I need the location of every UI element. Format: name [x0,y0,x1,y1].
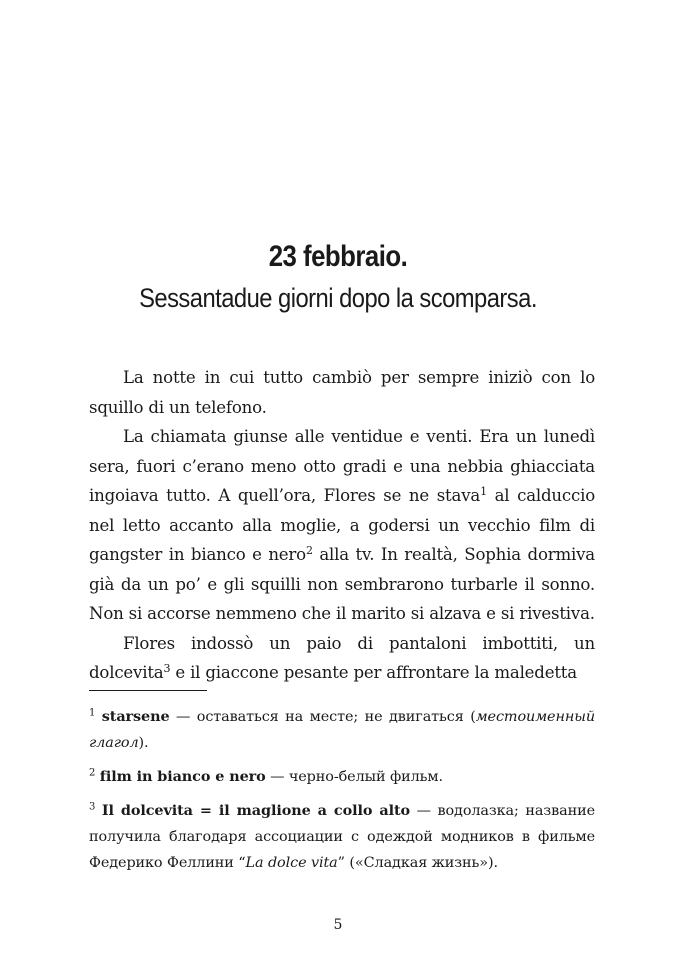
paragraph-2-part-b: al calduccio nel letto accanto alla moglie, a godersi un vecchio film di gangster in bianco e nero [89,486,595,564]
paragraph-2-part-a: La chiamata giunse alle ventidue e venti. Era un lunedì sera, fuori c’erano meno otto gradi e una nebbia ghiacciata ingoiava tutto. A quell’ora, Flores se ne stava [89,427,595,505]
paragraph-1: La notte in cui tutto cambiò per sempre iniziò con lo squillo di un telefono. [89,368,595,417]
paragraph-3-part-b: e il giaccone pesante per affrontare la maledetta [170,663,577,682]
footnotes [89,704,595,884]
footnote-italic: местоименный глагол [89,709,595,751]
page-number: 5 [333,917,343,933]
footnote-tail: ). [138,735,149,751]
main-text [89,363,595,688]
footnote-text: — водолазка; название получила благодаря ассоциации с одеждой модников в фильме Федерико Феллини “ [89,803,595,871]
footnote-ref-1: 1 [480,484,487,498]
footnote-italic: La dolce vita [245,855,338,871]
paragraph-2 [89,422,595,629]
footnote-1 [89,704,595,756]
footnote-2 [89,764,595,790]
chapter-date-heading: 23 febbraio. [268,240,408,273]
paragraph-2-part-c: alla tv. In realtà, Sophia dormiva già da un po’ e gli squilli non sembrarono turbarle il sonno. Non si accorse nemmeno che il marito si alzava e si rivestiva. [89,545,595,623]
footnote-divider [89,690,207,691]
footnote-number: 2 [89,767,96,779]
footnote-text: — оставаться на месте; не двигаться ( [169,709,476,725]
paragraph-3-part-a: Flores indossò un paio di pantaloni imbottiti, un dolcevita [89,633,595,682]
footnote-number: 3 [89,801,96,813]
footnote-3 [89,798,595,876]
footnote-term: film in bianco e nero [99,768,266,785]
chapter-subtitle: Sessantadue giorni dopo la scomparsa. [139,283,537,313]
footnote-ref-3: 3 [163,661,171,675]
footnote-ref-2: 2 [305,543,313,557]
footnote-tail: ” («Сладкая жизнь»). [337,855,498,871]
paragraph-3 [89,629,595,688]
footnote-term: Il dolcevita = il maglione a collo alto [101,802,410,819]
footnote-term: starsene [101,708,170,725]
footnote-text: — черно-белый фильм. [265,769,443,785]
footnote-number: 1 [89,707,96,719]
